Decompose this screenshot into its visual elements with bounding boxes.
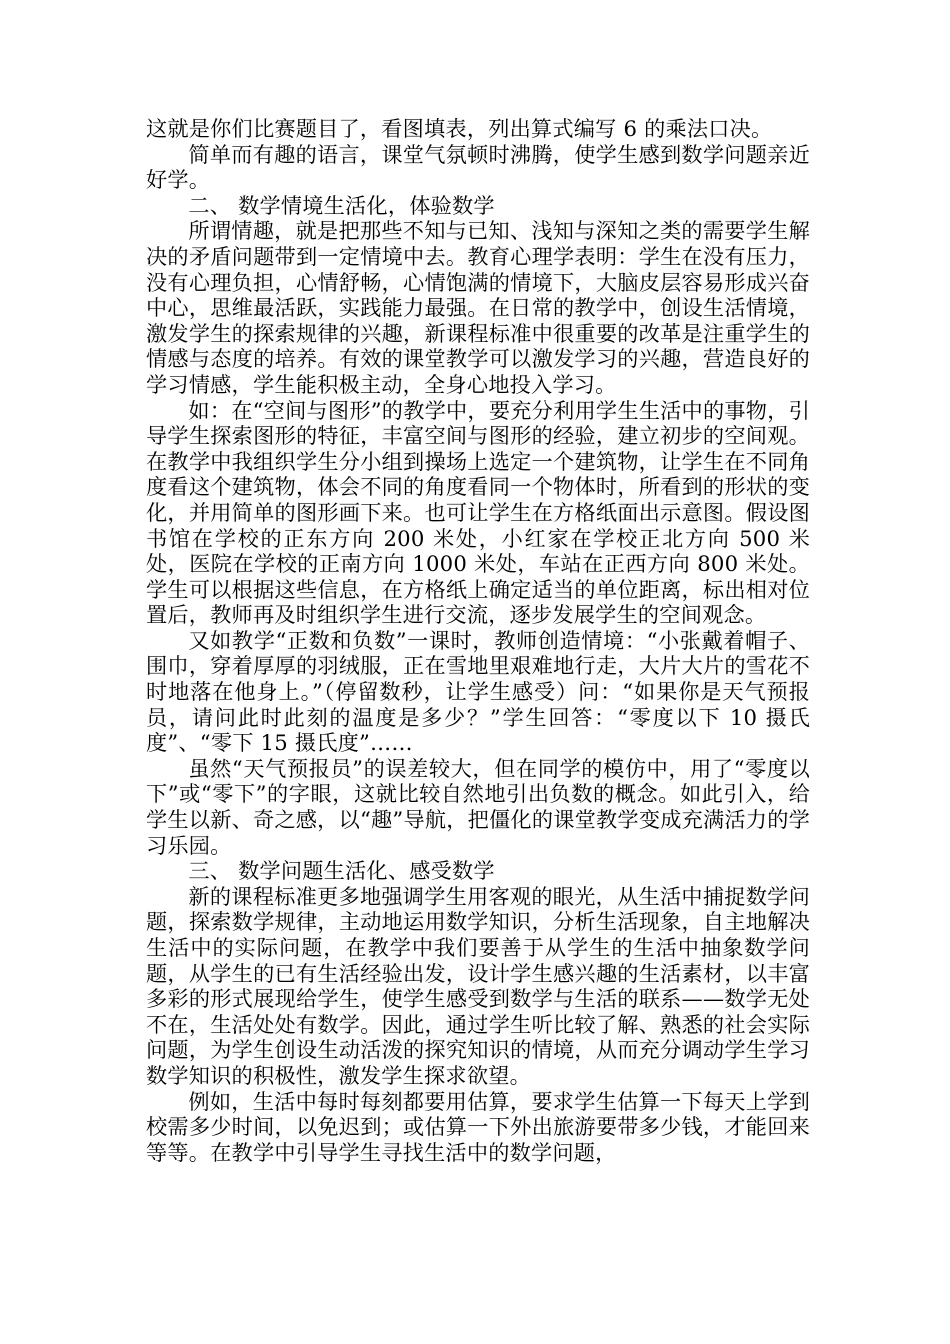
paragraph: 简单而有趣的语言，课堂气氛顿时沸腾，使学生感到数学问题亲近好学。 (146, 141, 810, 193)
paragraph: 所谓情趣，就是把那些不知与已知、浅知与深知之类的需要学生解决的矛盾问题带到一定情境中去。教育心理学表明：学生在没有压力，没有心理负担，心情舒畅，心情饱满的情境下，大脑皮层容易形成兴奋中心，思维最活跃，实践能力最强。在日常的教学中，创设生活情境，激发学生的探索规律的兴趣，新课程标准中很重要的改革是注重学生的情感与态度的培养。有效的课堂教学可以激发学习的兴趣，营造良好的学习情感，学生能积极主动，全身心地投入学习。 (146, 218, 810, 397)
paragraph-continuation: 这就是你们比赛题目了，看图填表，列出算式编写 6 的乘法口决。 (146, 116, 773, 141)
section-heading: 三、 数学问题生活化、感受数学 (188, 858, 495, 884)
document-body (146, 116, 810, 1165)
paragraph: 如：在“空间与图形”的教学中，要充分利用学生生活中的事物，引导学生探索图形的特征，丰富空间与图形的经验，建立初步的空间观。在教学中我组织学生分小组到操场上选定一个建筑物，让学生在不同角度看这个建筑物，体会不同的角度看同一个物体时，所看到的形状的变化，并用简单的图形画下来。也可让学生在方格纸面出示意图。假设图书馆在学校的正东方向 200 米处，小红家在学校正北方向 500 米处，医院在学校的正南方向 1000 米处，车站在正西方向 800 米处。学生可以根据这些信息，在方格纸上确定适当的单位距离，标出相对位置后，教师再及时组织学生进行交流，逐步发展学生的空间观念。 (146, 397, 810, 628)
paragraph: 又如教学“正数和负数”一课时，教师创造情境：“小张戴着帽子、围巾，穿着厚厚的羽绒服，正在雪地里艰难地行走，大片大片的雪花不时地落在他身上。”（停留数秒，让学生感受）问：“如果你是天气预报员，请问此时此刻的温度是多少？”学生回答：“零度以下 10 摄氏度”、“零下 15 摄氏度”…… (146, 627, 810, 756)
paragraph: 例如，生活中每时每刻都要用估算，要求学生估算一下每天上学到校需多少时间，以免迟到；或估算一下外出旅游要带多少钱，才能回来等等。在教学中引导学生寻找生活中的数学问题， (146, 1088, 810, 1165)
section-heading: 二、 数学情境生活化，体验数学 (188, 192, 495, 218)
paragraph: 新的课程标准更多地强调学生用客观的眼光，从生活中捕捉数学问题，探索数学规律，主动地运用数学知识，分析生活现象，自主地解决生活中的实际问题，在教学中我们要善于从学生的生活中抽象数学问题，从学生的已有生活经验出发，设计学生感兴趣的生活素材，以丰富多彩的形式展现给学生，使学生感受到数学与生活的联系——数学无处不在，生活处处有数学。因此，通过学生听比较了解、熟悉的社会实际问题，为学生创设生动活泼的探究知识的情境，从而充分调动学生学习数学知识的积极性，激发学生探求欲望。 (146, 883, 810, 1088)
paragraph: 虽然“天气预报员”的误差较大，但在同学的模仿中，用了“零度以下”或“零下”的字眼，这就比较自然地引出负数的概念。如此引入，给学生以新、奇之感，以“趣”导航，把僵化的课堂教学变成充满活力的学习乐园。 (146, 755, 810, 858)
